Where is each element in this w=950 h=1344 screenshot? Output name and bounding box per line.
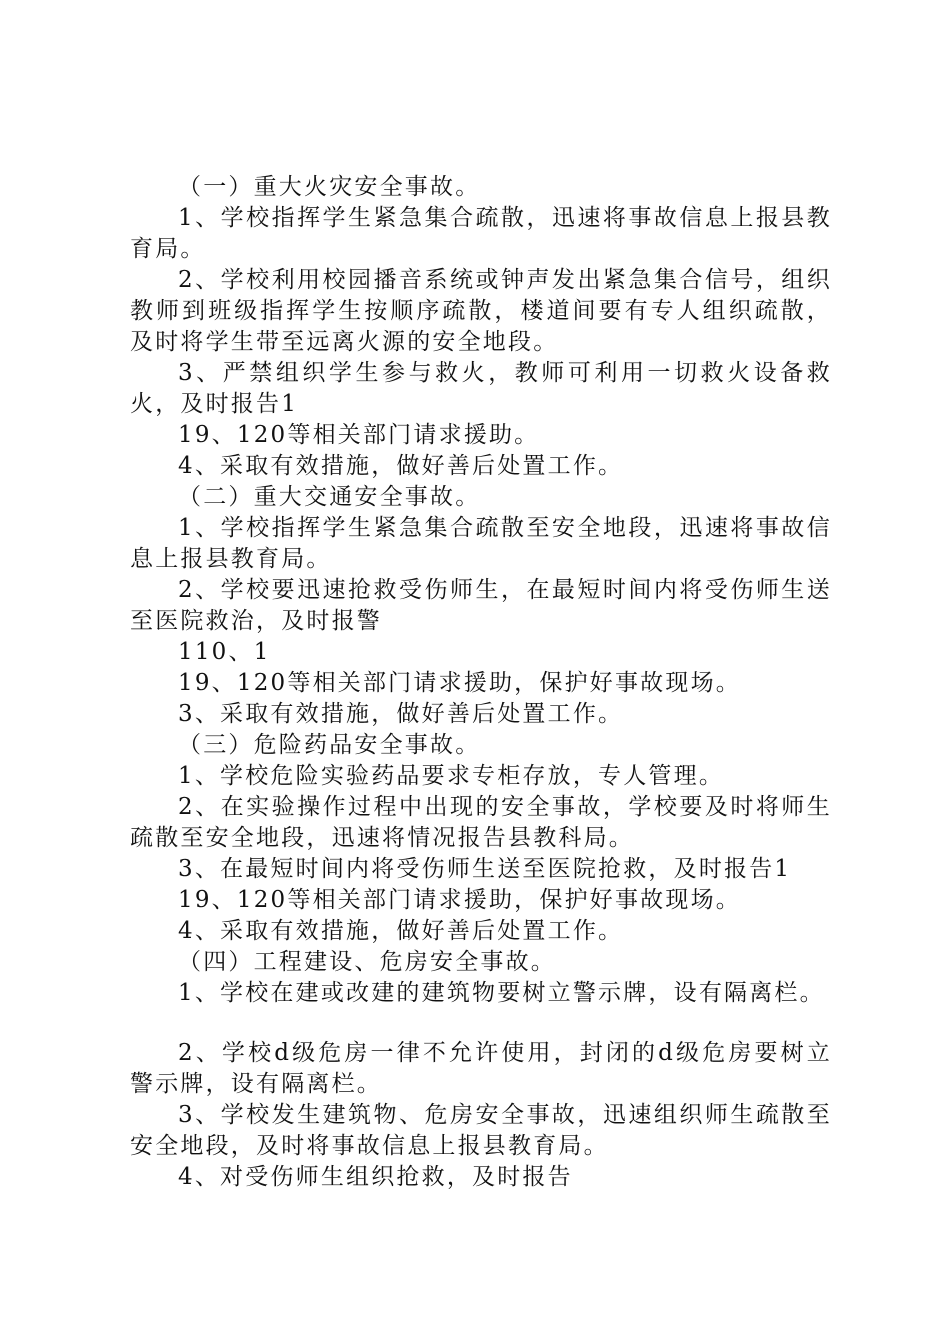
paragraph: 4、对受伤师生组织抢救，及时报告 xyxy=(178,1164,573,1190)
paragraph: 110、1 xyxy=(178,639,271,665)
paragraph: 1、学校危险实验药品要求专柜存放，专人管理。 xyxy=(178,763,725,789)
section-heading-construction: （四）工程建设、危房安全事故。 xyxy=(178,949,556,975)
paragraph: 2、学校d级危房一律不允许使用，封闭的d级危房要树立警示牌，设有隔离栏。 xyxy=(130,1040,832,1097)
paragraph: 1、学校在建或改建的建筑物要树立警示牌，设有隔离栏。 xyxy=(178,980,825,1006)
paragraph: 19、120等相关部门请求援助，保护好事故现场。 xyxy=(178,887,741,913)
paragraph: 1、学校指挥学生紧急集合疏散，迅速将事故信息上报县教育局。 xyxy=(130,205,832,262)
section-heading-chemicals: （三）危险药品安全事故。 xyxy=(178,732,481,758)
paragraph: 4、采取有效措施，做好善后处置工作。 xyxy=(178,453,624,479)
section-heading-fire: （一）重大火灾安全事故。 xyxy=(178,174,481,200)
paragraph: 3、采取有效措施，做好善后处置工作。 xyxy=(178,701,624,727)
paragraph: 19、120等相关部门请求援助，保护好事故现场。 xyxy=(178,670,741,696)
paragraph: 3、在最短时间内将受伤师生送至医院抢救，及时报告1 xyxy=(178,856,792,882)
paragraph: 2、学校要迅速抢救受伤师生，在最短时间内将受伤师生送至医院救治，及时报警 xyxy=(130,577,832,634)
document-body xyxy=(130,172,832,1193)
paragraph: 4、采取有效措施，做好善后处置工作。 xyxy=(178,918,624,944)
paragraph-spacer xyxy=(130,1009,832,1038)
paragraph: 2、学校利用校园播音系统或钟声发出紧急集合信号，组织教师到班级指挥学生按顺序疏散，楼道间要有专人组织疏散，及时将学生带至远离火源的安全地段。 xyxy=(130,267,832,355)
paragraph: 2、在实验操作过程中出现的安全事故，学校要及时将师生疏散至安全地段，迅速将情况报告县教科局。 xyxy=(130,794,832,851)
paragraph: 3、学校发生建筑物、危房安全事故，迅速组织师生疏散至安全地段，及时将事故信息上报县教育局。 xyxy=(130,1102,832,1159)
paragraph: 1、学校指挥学生紧急集合疏散至安全地段，迅速将事故信息上报县教育局。 xyxy=(130,515,832,572)
paragraph: 19、120等相关部门请求援助。 xyxy=(178,422,540,448)
section-heading-traffic: （二）重大交通安全事故。 xyxy=(178,484,481,510)
paragraph: 3、严禁组织学生参与救火，教师可利用一切救火设备救火，及时报告1 xyxy=(130,360,832,417)
